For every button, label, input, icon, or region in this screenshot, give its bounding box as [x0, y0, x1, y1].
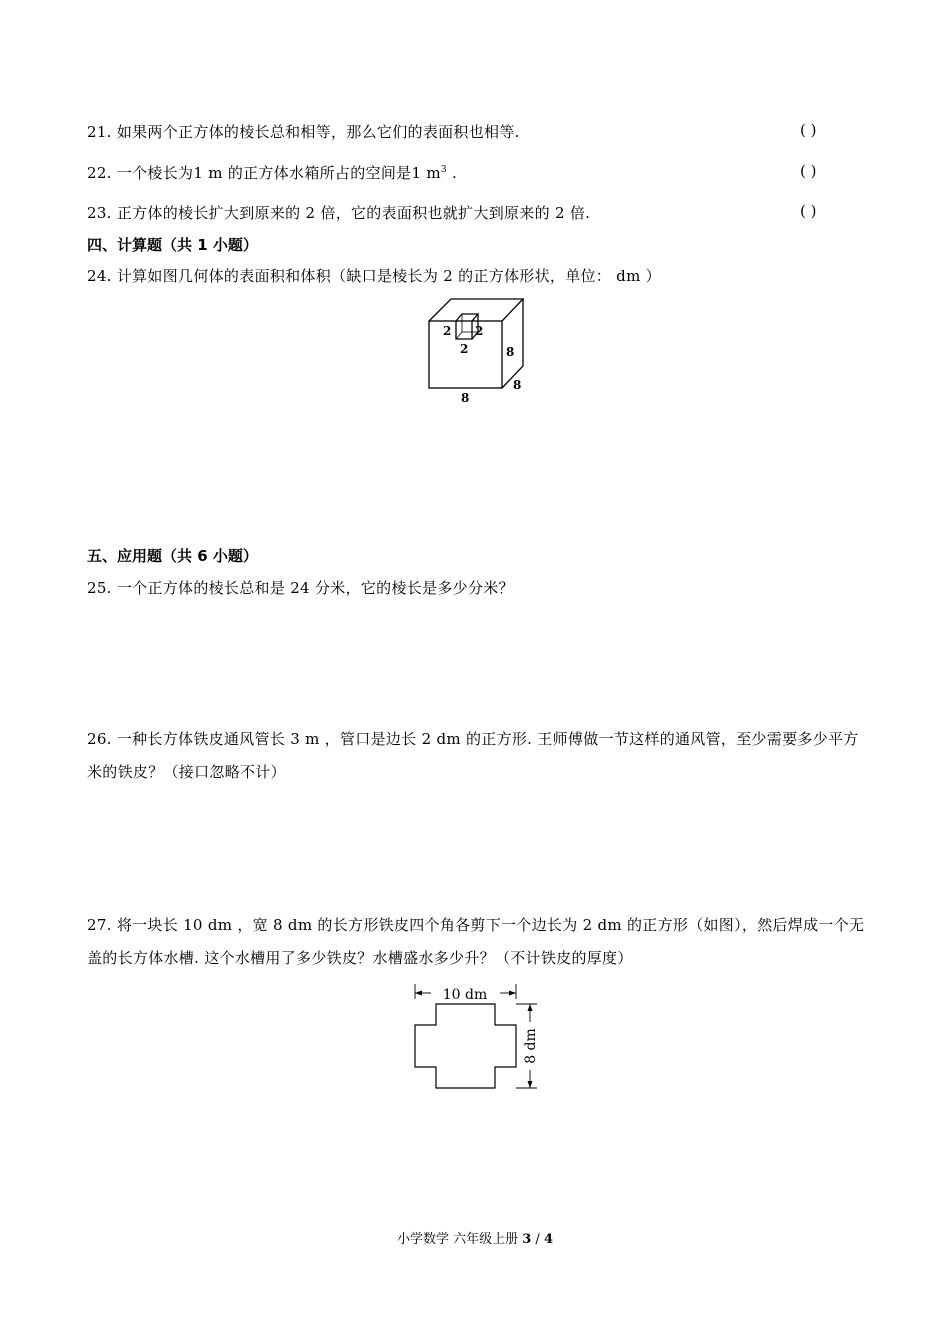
answer-blank-22[interactable]: ( ): [800, 162, 817, 180]
cube-label-bottom: 8: [461, 391, 470, 403]
question-26: 26. 一种长方体铁皮通风管长 3 m ，管口是边长 2 dm 的正方形. 王师傅做一节这样的通风管，至少需要多少平方米的铁皮？（接口忽略不计）: [87, 730, 859, 781]
question-25: 25. 一个正方体的棱长总和是 24 分米，它的棱长是多少分米？: [87, 579, 514, 597]
answer-blank-23[interactable]: ( ): [800, 202, 817, 220]
question-22: [87, 162, 457, 183]
section-4-heading: 四、计算题（共 1 小题）: [87, 236, 258, 254]
cube-label-notch-bottom: 2: [460, 342, 469, 356]
cube-label-notch-left: 2: [443, 324, 452, 338]
footer-text: 小学数学 六年级上册: [396, 1232, 523, 1247]
q22-sup: 3: [440, 165, 447, 175]
question-23: 23. 正方体的棱长扩大到原来的 2 倍，它的表面积也就扩大到原来的 2 倍.: [87, 204, 591, 222]
cube-label-side: 8: [506, 345, 515, 359]
question-27: 27. 将一块长 10 dm ，宽 8 dm 的长方形铁皮四个角各剪下一个边长为 2 dm 的正方形（如图），然后焊成一个无盖的长方体水槽. 这个水槽用了多少铁皮？水槽盛水多少升？（不计铁皮的厚度）: [87, 916, 865, 967]
q22-text-mid: 的正方体水箱所占的空间是: [222, 164, 412, 182]
page-footer: [0, 1228, 950, 1247]
answer-blank-21[interactable]: ( ): [800, 121, 817, 139]
question-24: 24. 计算如图几何体的表面积和体积（缺口是棱长为 2 的正方体形状，单位： dm ）: [87, 267, 661, 285]
section-5-heading: 五、应用题（共 6 小题）: [87, 547, 258, 565]
footer-page: 3: [522, 1232, 532, 1247]
q22-value2: 1 m: [411, 164, 441, 182]
cube-figure: [422, 293, 534, 403]
footer-total: 4: [543, 1232, 553, 1247]
footer-sep: /: [531, 1232, 544, 1247]
q22-text-before: 22. 一个棱长为: [87, 164, 194, 182]
sheet-label-width: 10 dm: [442, 987, 488, 1003]
cube-label-depth: 8: [513, 378, 522, 392]
q22-text-after: .: [446, 164, 458, 182]
sheet-label-height: 8 dm: [523, 1028, 539, 1064]
question-21: 21. 如果两个正方体的棱长总和相等，那么它们的表面积也相等.: [87, 123, 520, 141]
sheet-figure: [405, 980, 545, 1095]
cube-label-notch-right: 2: [475, 324, 484, 338]
q22-value: 1 m: [193, 164, 223, 182]
